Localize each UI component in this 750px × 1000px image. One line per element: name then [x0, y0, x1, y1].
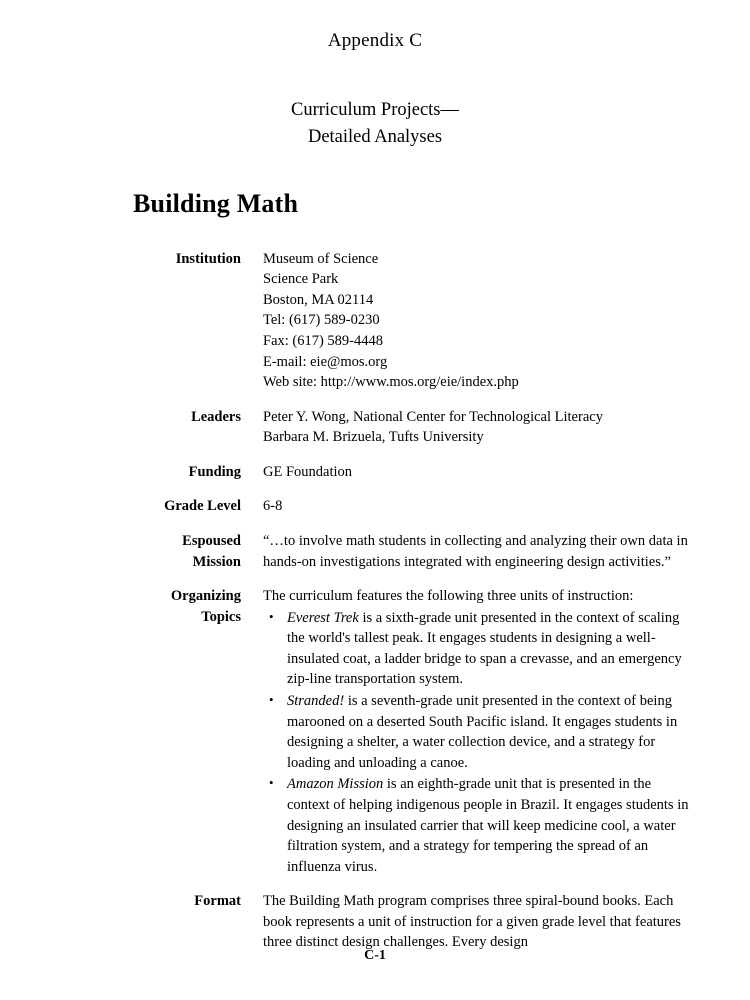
row-funding — [133, 462, 692, 483]
topic-text: is an eighth-grade unit that is presented in the context of helping indigenous people in Brazil. It engages students in designing an insulated carrier that will keep medicine cool, a water filtration system, and a strategy for tempering the spread of an influenza virus. — [287, 776, 689, 875]
institution-line: Museum of Science — [263, 250, 379, 267]
row-format — [133, 891, 692, 953]
row-label-leaders: Leaders — [191, 408, 241, 425]
list-item — [263, 608, 692, 690]
topics-intro: The curriculum features the following three units of instruction: — [263, 588, 634, 605]
row-label-line1: Organizing — [170, 588, 241, 605]
institution-line: Boston, MA 02114 — [263, 291, 374, 308]
document-title-line1: Curriculum Projects— — [290, 100, 460, 120]
topic-title: Everest Trek — [287, 609, 359, 626]
row-label-line2: Mission — [192, 553, 241, 570]
row-institution — [133, 249, 692, 393]
row-value-funding: GE Foundation — [263, 463, 353, 480]
row-value-institution — [263, 249, 692, 393]
row-value-format: The Building Math program comprises three spiral-bound books. Each book represents a unit of instruction for a given grade level that features three distinct design challenges. Every design — [263, 893, 681, 951]
row-organizing-topics — [133, 586, 692, 877]
institution-website: Web site: http://www.mos.org/eie/index.php — [263, 374, 519, 391]
row-label-organizing-topics — [133, 586, 263, 877]
topic-text: is a sixth-grade unit presented in the context of scaling the world's tallest peak. It engages students in designing a well-insulated coat, a ladder bridge to span a crevasse, and an emergency zip-line transportation system. — [287, 609, 682, 688]
institution-email: E-mail: eie@mos.org — [263, 353, 388, 370]
row-label-funding: Funding — [188, 463, 241, 480]
leader-line: Barbara M. Brizuela, Tufts University — [263, 429, 484, 446]
topic-title: Amazon Mission — [287, 776, 384, 793]
details-table — [0, 249, 750, 953]
document-title-line2: Detailed Analyses — [307, 126, 443, 147]
institution-line: Fax: (617) 589-4448 — [263, 332, 384, 349]
row-label-espoused-mission — [133, 531, 263, 572]
institution-line: Tel: (617) 589-0230 — [263, 312, 380, 329]
program-title: Building Math — [133, 188, 299, 218]
row-label-format: Format — [194, 893, 241, 910]
list-item — [263, 774, 692, 877]
appendix-title: Appendix C — [327, 30, 423, 51]
row-label-line1: Espoused — [182, 532, 241, 549]
list-item — [263, 691, 692, 773]
institution-line: Science Park — [263, 271, 339, 288]
row-espoused-mission — [133, 531, 692, 572]
row-grade-level — [133, 496, 692, 517]
document-page — [0, 30, 750, 1000]
topic-text: is a seventh-grade unit presented in the context of being marooned on a deserted South Pacific island. It engages students in designing a shelter, a water collection device, and a strategy for loading and unloading a canoe. — [287, 693, 678, 771]
row-value-leaders — [263, 407, 692, 448]
row-label-line2: Topics — [201, 608, 241, 625]
topics-list — [263, 608, 692, 878]
row-label-grade-level: Grade Level — [164, 498, 241, 515]
document-title — [0, 97, 750, 151]
row-value-espoused-mission: “…to involve math students in collecting and analyzing their own data in hands-on investigations integrated with engineering design activities.” — [263, 532, 688, 570]
row-value-grade-level: 6-8 — [263, 498, 283, 515]
page-number: C-1 — [364, 948, 386, 963]
leader-line: Peter Y. Wong, National Center for Technological Literacy — [263, 408, 603, 425]
row-leaders — [133, 407, 692, 448]
topic-title: Stranded! — [287, 693, 345, 710]
row-value-organizing-topics — [263, 586, 692, 877]
row-label-institution: Institution — [175, 250, 241, 267]
